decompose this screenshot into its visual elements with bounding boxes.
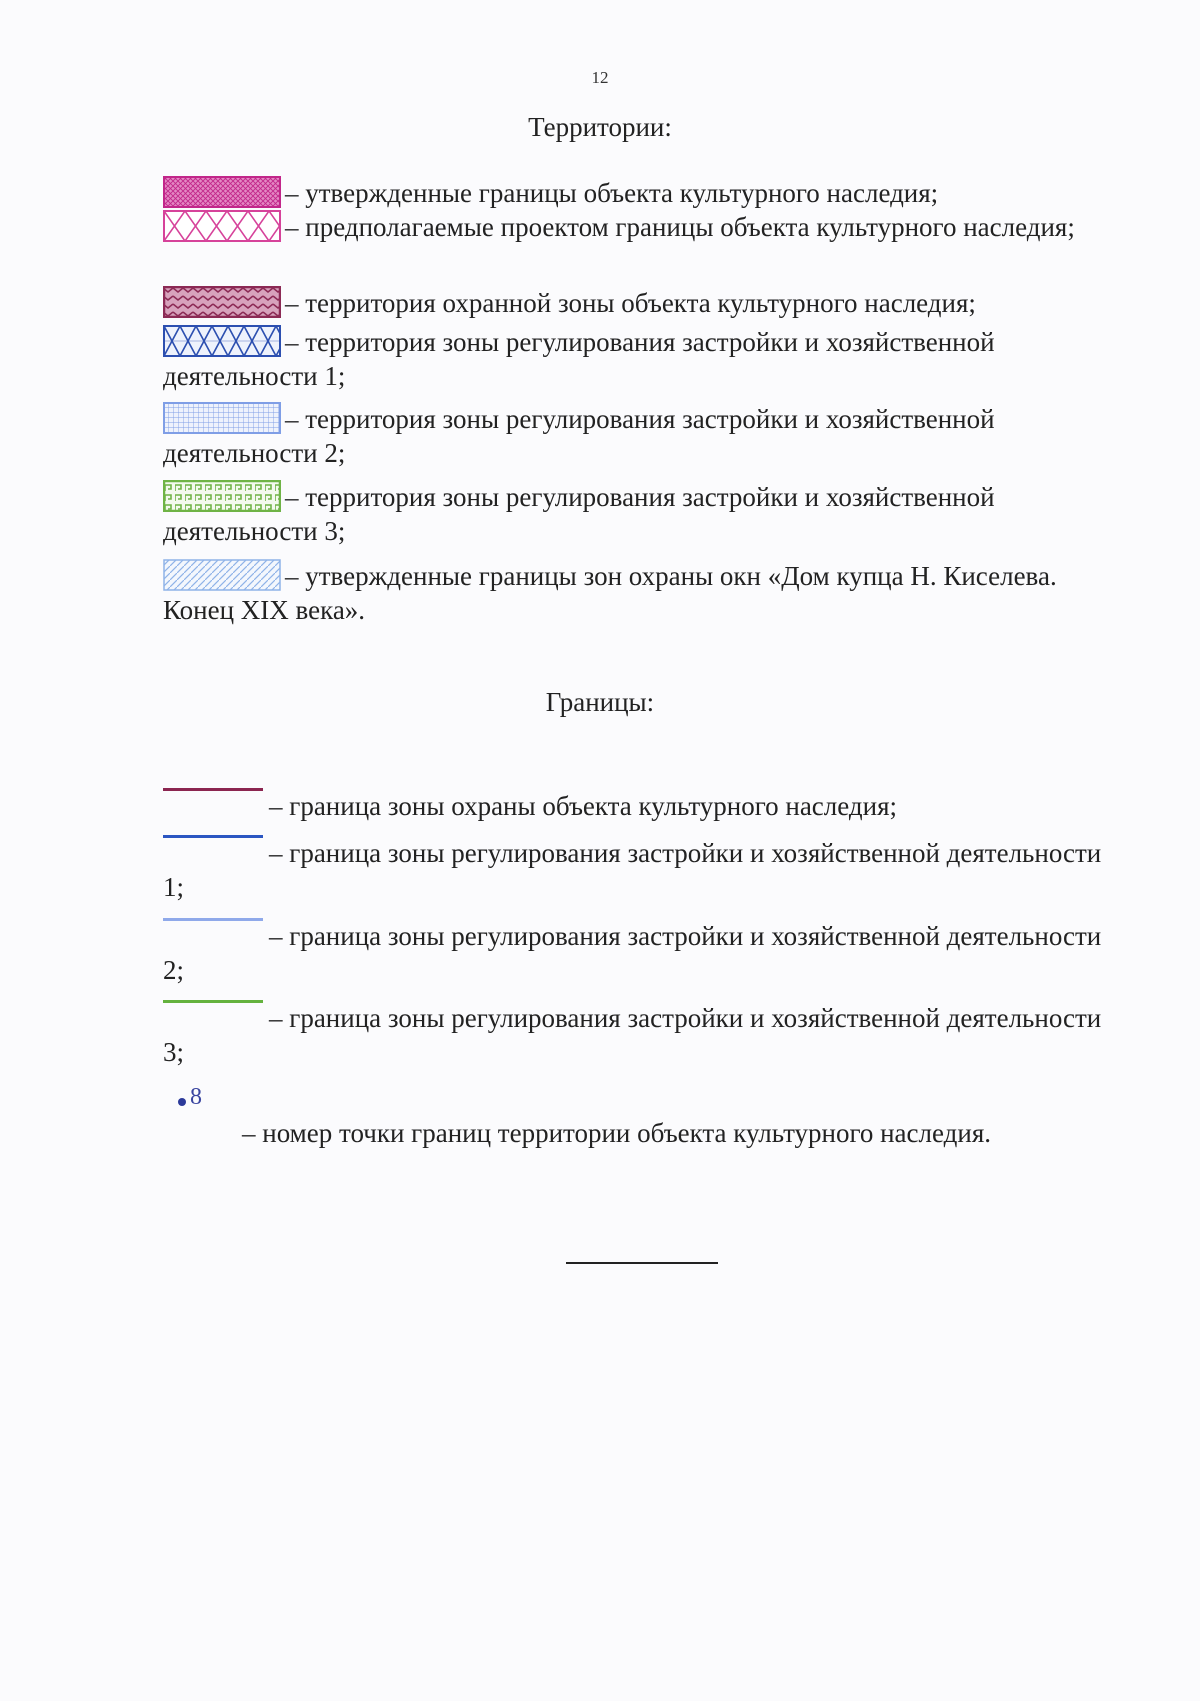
legend-territory-6-text: – территория зоны регулирования застройки и хозяйственной деятельности 3; xyxy=(163,482,995,546)
legend-territory-5-text: – территория зоны регулирования застройки и хозяйственной деятельности 2; xyxy=(163,404,995,468)
maroon-line-icon xyxy=(163,788,263,791)
legend-territory-1 xyxy=(163,176,1123,210)
legend-boundary-3-text: – граница зоны регулирования застройки и хозяйственной деятельности 2; xyxy=(163,921,1102,985)
legend-territory-2 xyxy=(163,210,1123,244)
legend-boundary-4-text: – граница зоны регулирования застройки и хозяйственной деятельности 3; xyxy=(163,1003,1102,1067)
end-rule-divider xyxy=(566,1262,718,1264)
legend-territory-4-text: – территория зоны регулирования застройки и хозяйственной деятельности 1; xyxy=(163,327,995,391)
legend-territory-6 xyxy=(163,480,1123,548)
legend-boundary-1-text: – граница зоны охраны объекта культурного наследия; xyxy=(269,791,898,821)
legend-boundary-3 xyxy=(163,918,1123,987)
legend-territory-4 xyxy=(163,325,1123,393)
light-blue-diagonal-swatch-icon xyxy=(163,559,281,591)
maroon-zigzag-swatch-icon xyxy=(163,286,281,318)
page-number: 12 xyxy=(591,68,609,87)
legend-territory-5 xyxy=(163,402,1123,470)
legend-territory-1-text: – утвержденные границы объекта культурного наследия; xyxy=(285,178,939,208)
legend-boundary-2 xyxy=(163,835,1123,904)
legend-territory-3-text: – территория охранной зоны объекта культурного наследия; xyxy=(285,288,976,318)
pink-crosshatch-dense-swatch-icon xyxy=(163,176,281,208)
legend-boundary-2-text: – граница зоны регулирования застройки и хозяйственной деятельности 1; xyxy=(163,838,1102,902)
legend-boundary-4 xyxy=(163,1000,1123,1069)
green-line-icon xyxy=(163,1000,263,1003)
territories-heading: Территории: xyxy=(528,112,672,142)
legend-boundary-1 xyxy=(163,788,1123,823)
legend-point-text: – номер точки границ территории объекта культурного наследия. xyxy=(242,1118,991,1148)
pink-diamond-swatch-icon xyxy=(163,210,281,242)
legend-territory-7 xyxy=(163,559,1123,627)
point-marker-label: 8 xyxy=(190,1084,202,1110)
light-blue-grid-swatch-icon xyxy=(163,402,281,434)
blue-line-icon xyxy=(163,835,263,838)
point-dot-icon xyxy=(178,1098,186,1106)
blue-diamond-swatch-icon xyxy=(163,325,281,357)
point-marker-sample xyxy=(178,1084,202,1111)
light-blue-line-icon xyxy=(163,918,263,921)
legend-territory-7-text: – утвержденные границы зон охраны окн «Дом купца Н. Киселева. Конец XIX века». xyxy=(163,561,1057,625)
boundaries-heading: Границы: xyxy=(545,687,655,717)
legend-territory-3 xyxy=(163,286,1123,320)
legend-territory-2-text: – предполагаемые проектом границы объекта культурного наследия; xyxy=(285,212,1075,242)
green-meander-swatch-icon xyxy=(163,480,281,512)
